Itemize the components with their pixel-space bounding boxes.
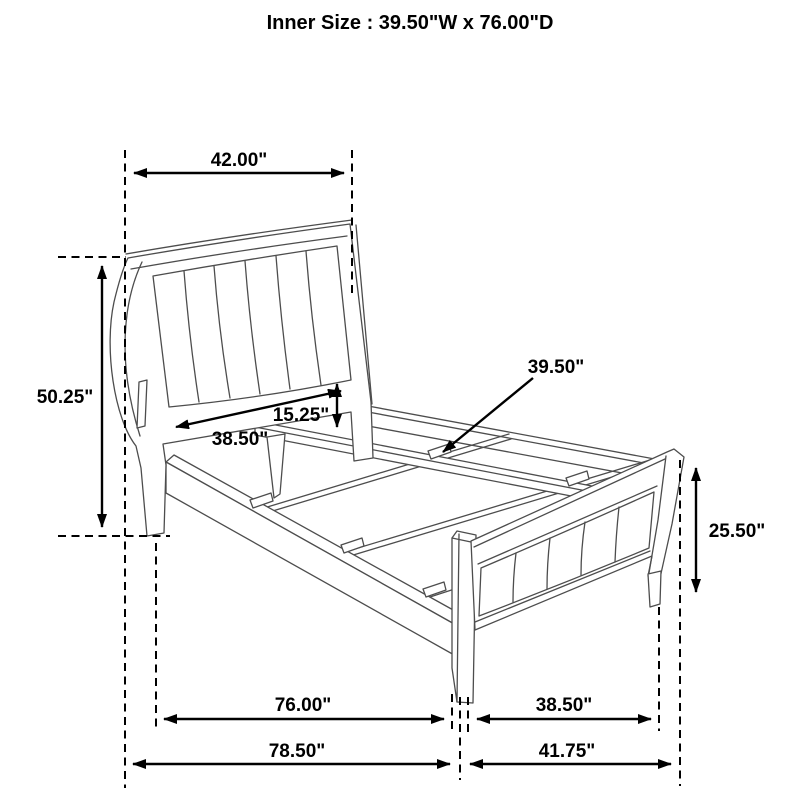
dimension-inner-depth <box>164 695 444 719</box>
dimension-overall-depth <box>133 741 450 764</box>
bed-line-drawing <box>110 220 684 703</box>
dimension-headboard-width-label: 42.00" <box>210 150 268 171</box>
dimension-panel-gap-label: 15.25" <box>272 405 330 426</box>
dimension-headboard-height-label: 50.25" <box>36 387 94 408</box>
near-side-rail <box>166 455 464 656</box>
footboard-rear-leg <box>648 571 661 607</box>
rail-bracket <box>137 380 147 428</box>
dimension-footboard-overall-width-label: 41.75" <box>538 741 596 762</box>
dimension-footboard-overall-width <box>470 741 671 764</box>
dimension-footboard-inner-width <box>477 695 651 719</box>
dimension-footboard-height <box>696 468 765 592</box>
dimension-inner-depth-label: 76.00" <box>274 695 332 716</box>
dimension-headboard-height <box>37 266 102 527</box>
dimension-overall-depth-label: 78.50" <box>268 741 326 762</box>
dimension-slat-width-label: 39.50" <box>527 357 585 378</box>
dimension-footboard-inner-width-label: 38.50" <box>535 695 593 716</box>
page-title: Inner Size : 39.50"W x 76.00"D <box>266 12 554 34</box>
dimension-footboard-height-label: 25.50" <box>708 521 766 542</box>
center-rail-leg <box>267 434 285 498</box>
headboard <box>110 220 373 536</box>
dimension-headboard-width <box>134 150 344 173</box>
dimension-headboard-inner-width-label: 38.50" <box>211 429 269 450</box>
